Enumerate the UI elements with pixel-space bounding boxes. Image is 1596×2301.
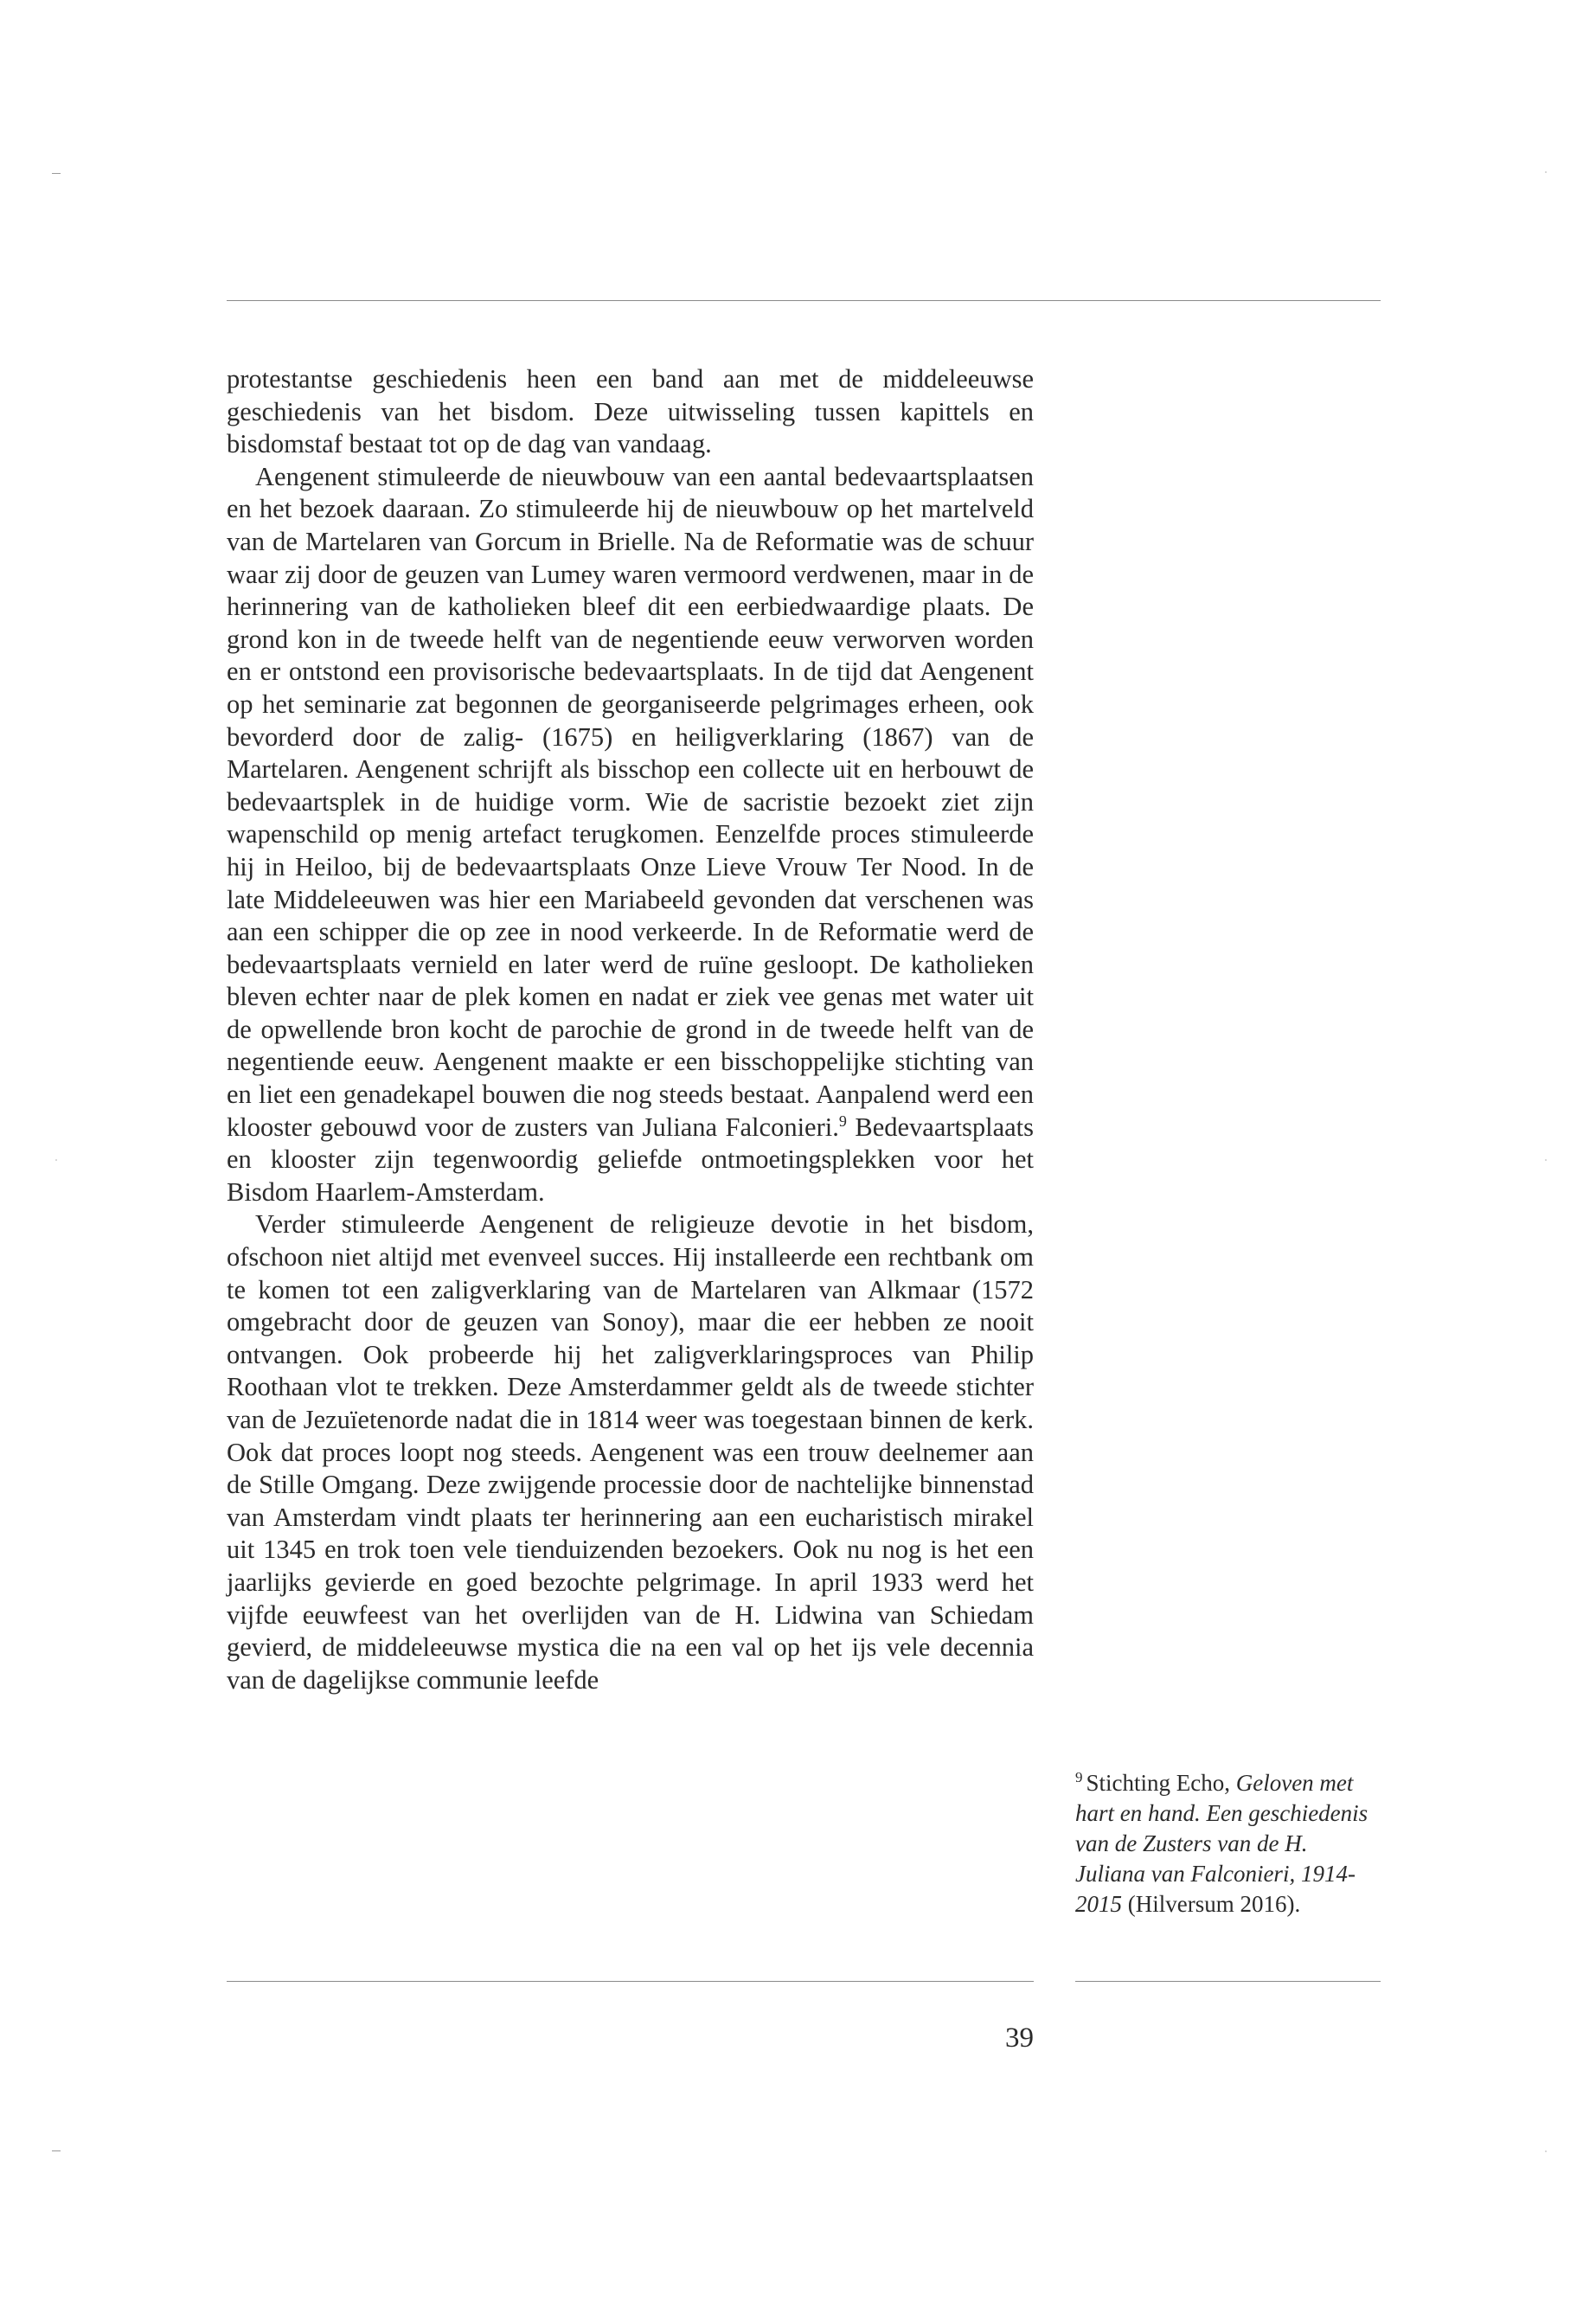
paragraph-2-text-a: Aengenent stimuleerde de nieuwbouw van een aantal bedevaartsplaatsen en het bezoek daaraan. Zo stimuleerde hij de nieuwbouw op het martelveld van de Martelaren van Gorcum in Brielle. Na de Reformatie was de schuur waar zij door de geuzen van Lumey waren vermoord verdwenen, maar in de herinnering van de katholieken bleef dit een eerbiedwaardige plaats. De grond kon in de tweede helft van de negentiende eeuw verworven worden en er ontstond een provisorische bedevaartsplaats. In de tijd dat Aengenent op het seminarie zat begonnen de georganiseerde pelgrimages erheen, ook bevorderd door de zalig- (1675) en heiligverklaring (1867) van de Martelaren. Aengenent schrijft als bisschop een collecte uit en herbouwt de bedevaartsplek in de huidige vorm. Wie de sacristie bezoekt ziet zijn wapenschild op menig artefact terugkomen. Eenzelfde proces stimuleerde hij in Heiloo, bij de bedevaartsplaats Onze Lieve Vrouw Ter Nood. In de late Middeleeuwen was hier een Mariabeeld gevonden dat verschenen was aan een schipper die op zee in nood verkeerde. In de Reformatie werd de bedevaartsplaats vernield en later werd de ruïne gesloopt. De katholieken bleven echter naar de plek komen en nadat er ziek vee genas met water uit de opwellende bron kocht de parochie de grond in de tweede helft van de negentiende eeuw. Aengenent maakte er een bisschoppelijke stichting van en liet een genadekapel bouwen die nog steeds bestaat. Aanpalend werd een klooster gebouwd voor de zusters van Juliana Falconieri. [227,461,1034,1142]
footnote-title: Geloven met hart en hand. Een geschiedenis van de Zusters van de H. Juliana van Falconieri, 1914-2015 [1075,1770,1368,1917]
footnote-tail: (Hilversum 2016). [1122,1891,1301,1917]
registration-dot [55,1159,57,1161]
paragraph-1: protestantse geschiedenis heen een band aan met de middeleeuwse geschiedenis van het bisdom. Deze uitwisseling tussen kapittels en bisdomstaf bestaat tot op de dag van vandaag. [227,364,1034,459]
footnote [1075,1768,1381,1920]
bottom-rule-footnote [1075,1981,1381,1982]
registration-dot [1545,1159,1547,1161]
footnote-number: 9 [1075,1769,1083,1785]
registration-dot [1545,2150,1547,2152]
page-number: 39 [1005,2022,1034,2054]
paragraph-2 [227,461,1034,1209]
main-text-column [227,363,1034,1696]
paragraph-2-text-b: Bedevaartsplaats en klooster zijn tegenwoordig geliefde ontmoetingsplekken voor het Bisdom Haarlem-Amsterdam. [227,1112,1035,1207]
crop-mark [52,2150,61,2151]
footnote-reference[interactable]: 9 [838,1112,847,1130]
crop-mark [52,173,61,174]
registration-dot [1545,171,1547,173]
paragraph-3: Verder stimuleerde Aengenent de religieuze devotie in het bisdom, ofschoon niet altijd met evenveel succes. Hij installeerde een rechtbank om te komen tot een zaligverklaring van de Martelaren van Alkmaar (1572 omgebracht door de geuzen van Sonoy), maar die eer hebben ze nooit ontvangen. Ook probeerde hij het zaligverklaringsproces van Philip Roothaan vlot te trekken. Deze Amsterdammer geldt als de tweede stichter van de Jezuïetenorde nadat die in 1814 weer was toegestaan binnen de kerk. Ook dat proces loopt nog steeds. Aengenent was een trouw deelnemer aan de Stille Omgang. Deze zwijgende processie door de nachtelijke binnenstad van Amsterdam vindt plaats ter herinnering aan een eucharistisch mirakel uit 1345 en trok toen vele tienduizenden bezoekers. Ook nu nog is het een jaarlijks gevierde en goed bezochte pelgrimage. In april 1933 werd het vijfde eeuwfeest van het overlijden van de H. Lidwina van Schiedam gevierd, de middeleeuwse mystica die na een val op het ijs vele decennia van de dagelijkse communie leefde [227,1209,1034,1695]
top-rule [227,300,1381,301]
bottom-rule-main [227,1981,1034,1982]
footnote-lead: Stichting Echo, [1086,1770,1236,1796]
